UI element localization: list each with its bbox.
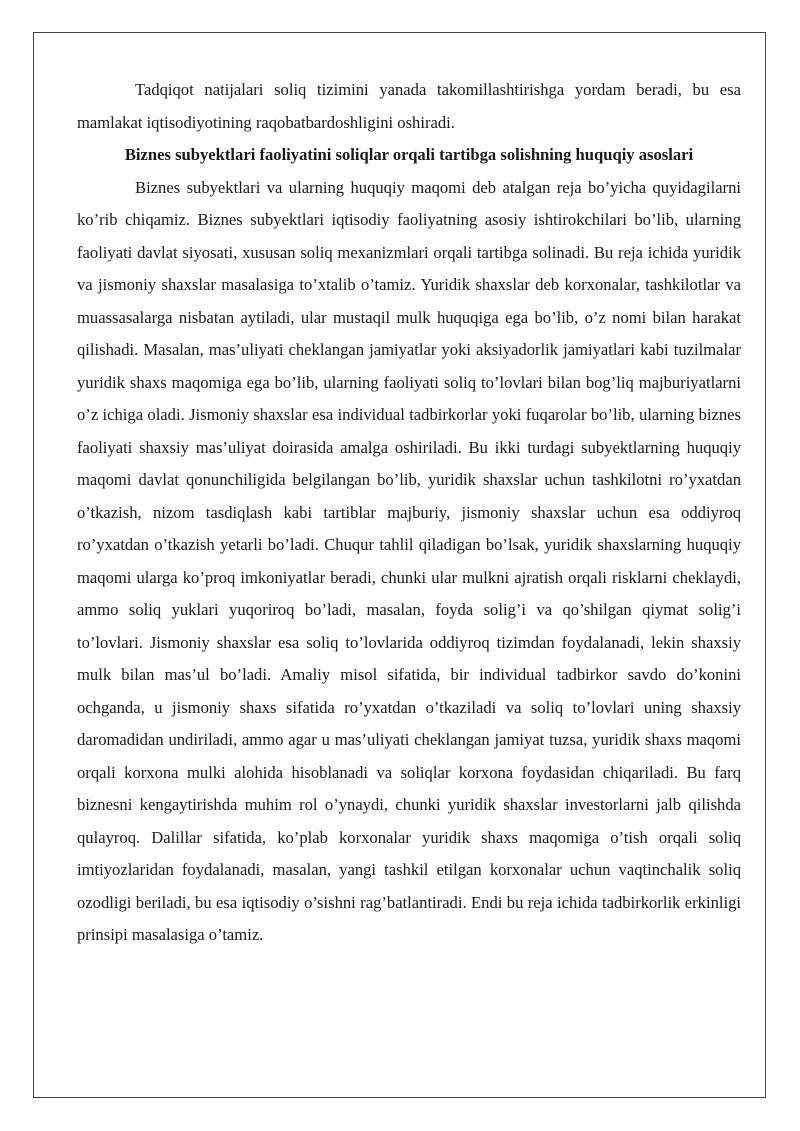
document-body <box>77 74 741 952</box>
section-heading: Biznes subyektlari faoliyatini soliqlar orqali tartibga solishning huquqiy asoslari <box>124 145 694 164</box>
intro-paragraph: Tadqiqot natijalari soliq tizimini yanada takomillashtirishga yordam beradi, bu esa mamlakat iqtisodiyotining raqobatbardoshligini oshiradi. <box>77 80 741 132</box>
body-paragraph: Biznes subyektlari va ularning huquqiy maqomi deb atalgan reja bo’yicha quyidagilarni ko’rib chiqamiz. Biznes subyektlari iqtisodiy faoliyatning asosiy ishtirokchilari bo’lib, ularning faoliyati davlat siyosati, xususan soliq mexanizmlari orqali tartibga solinadi. Bu reja ichida yuridik va jismoniy shaxslar masalasiga to’xtalib o’tamiz. Yuridik shaxslar deb korxonalar, tashkilotlar va muassasalarga nisbatan aytiladi, ular mustaqil mulk huquqiga ega bo’lib, o’z nomi bilan harakat qilishadi. Masalan, mas’uliyati cheklangan jamiyatlar yoki aksiyadorlik jamiyatlari kabi tuzilmalar yuridik shaxs maqomiga ega bo’lib, ularning faoliyati soliq to’lovlari bilan bog’liq majburiyatlarni o’z ichiga oladi. Jismoniy shaxslar esa individual tadbirkorlar yoki fuqarolar bo’lib, ularning biznes faoliyati shaxsiy mas’uliyat doirasida amalga oshiriladi. Bu ikki turdagi subyektlarning huquqiy maqomi davlat qonunchiligida belgilangan bo’lib, yuridik shaxslar uchun tashkilotni ro’yxatdan o’tkazish, nizom tasdiqlash kabi tartiblar majburiy, jismoniy shaxslar uchun esa oddiyroq ro’yxatdan o’tkazish yetarli bo’ladi. Chuqur tahlil qiladigan bo’lsak, yuridik shaxslarning huquqiy maqomi ularga ko’proq imkoniyatlar beradi, chunki ular mulkni ajratish orqali risklarni cheklaydi, ammo soliq yuklari yuqoriroq bo’ladi, masalan, foyda solig’i va qo’shilgan qiymat solig’i to’lovlari. Jismoniy shaxslar esa soliq to’lovlarida oddiyroq tizimdan foydalanadi, lekin shaxsiy mulk bilan mas’ul bo’ladi. Amaliy misol sifatida, bir individual tadbirkor savdo do’konini ochganda, u jismoniy shaxs sifatida ro’yxatdan o’tkaziladi va soliq to’lovlari uning shaxsiy daromadidan undiriladi, ammo agar u mas’uliyati cheklangan jamiyat tuzsa, yuridik shaxs maqomi orqali korxona mulki alohida hisoblanadi va soliqlar korxona foydasidan chiqariladi. Bu farq biznesni kengaytirishda muhim rol o’ynaydi, chunki yuridik shaxslar investorlarni jalb qilishda qulayroq. Dalillar sifatida, ko’plab korxonalar yuridik shaxs maqomiga o’tish orqali soliq imtiyozlaridan foydalanadi, masalan, yangi tashkil etilgan korxonalar uchun vaqtinchalik soliq ozodligi beriladi, bu esa iqtisodiy o’sishni rag’batlantiradi. Endi bu reja ichida tadbirkorlik erkinligi prinsipi masalasiga o’tamiz. <box>77 177 741 944</box>
